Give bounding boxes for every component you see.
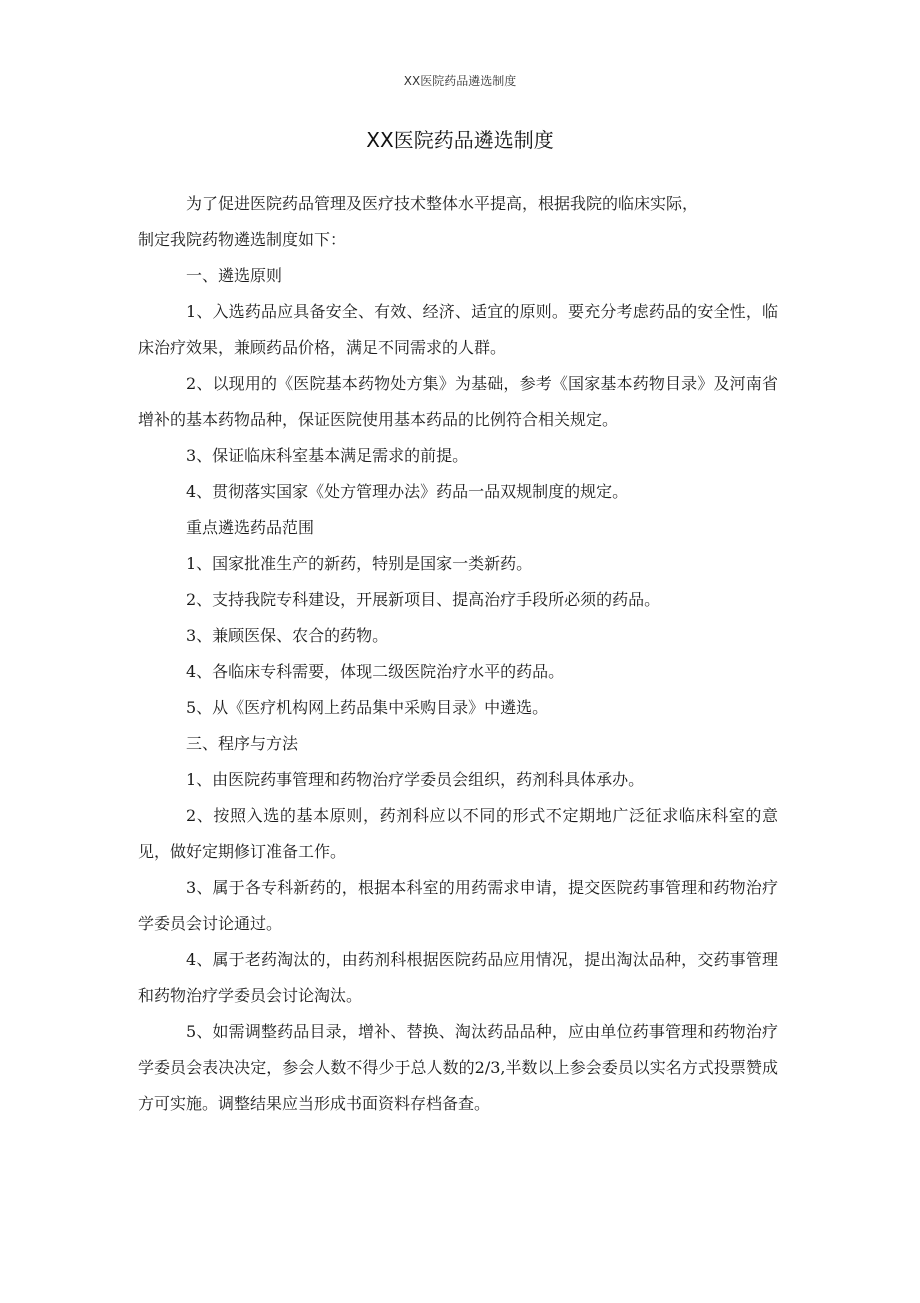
section-1-item: 3、保证临床科室基本满足需求的前提。 bbox=[186, 446, 469, 465]
section-1-item: 1、入选药品应具备安全、有效、经济、适宜的原则。要充分考虑药品的安全性，临床治疗效果，兼顾药品价格，满足不同需求的人群。 bbox=[138, 302, 778, 357]
section-3-heading: 三、程序与方法 bbox=[186, 734, 299, 753]
section-1-heading: 一、遴选原则 bbox=[186, 266, 283, 285]
section-2-item: 2、支持我院专科建设，开展新项目、提高治疗手段所必须的药品。 bbox=[186, 590, 661, 609]
section-3-item: 3、属于各专科新药的，根据本科室的用药需求申请，提交医院药事管理和药物治疗学委员会讨论通过。 bbox=[138, 878, 778, 933]
section-3-item: 1、由医院药事管理和药物治疗学委员会组织，药剂科具体承办。 bbox=[186, 770, 645, 789]
document-title: XX医院药品遴选制度 bbox=[366, 128, 554, 152]
section-3-item: 4、属于老药淘汰的，由药剂科根据医院药品应用情况，提出淘汰品种，交药事管理和药物治疗学委员会讨论淘汰。 bbox=[138, 950, 778, 1005]
section-3-item: 5、如需调整药品目录，增补、替换、淘汰药品品种，应由单位药事管理和药物治疗学委员会表决决定，参会人数不得少于总人数的2/3,半数以上参会委员以实名方式投票赞成方可实施。调整结果应当形成书面资料存档备查。 bbox=[138, 1022, 778, 1113]
section-2-item: 1、国家批准生产的新药，特别是国家一类新药。 bbox=[186, 554, 533, 573]
section-1-item: 2、以现用的《医院基本药物处方集》为基础，参考《国家基本药物目录》及河南省增补的基本药物品种，保证医院使用基本药品的比例符合相关规定。 bbox=[138, 374, 778, 429]
running-header: XX医院药品遴选制度 bbox=[403, 74, 517, 88]
section-2-item: 3、兼顾医保、农合的药物。 bbox=[186, 626, 389, 645]
section-3-item: 2、按照入选的基本原则，药剂科应以不同的形式不定期地广泛征求临床科室的意见，做好定期修订准备工作。 bbox=[138, 806, 778, 861]
section-1-item: 4、贯彻落实国家《处方管理办法》药品一品双规制度的规定。 bbox=[186, 482, 629, 501]
section-2-heading: 重点遴选药品范围 bbox=[186, 518, 315, 537]
section-2-item: 5、从《医疗机构网上药品集中采购目录》中遴选。 bbox=[186, 698, 549, 717]
document-body bbox=[138, 186, 778, 1122]
intro-line-1: 为了促进医院药品管理及医疗技术整体水平提高，根据我院的临床实际， bbox=[186, 194, 699, 213]
intro-line-2: 制定我院药物遴选制度如下： bbox=[138, 230, 347, 249]
section-2-item: 4、各临床专科需要，体现二级医院治疗水平的药品。 bbox=[186, 662, 565, 681]
